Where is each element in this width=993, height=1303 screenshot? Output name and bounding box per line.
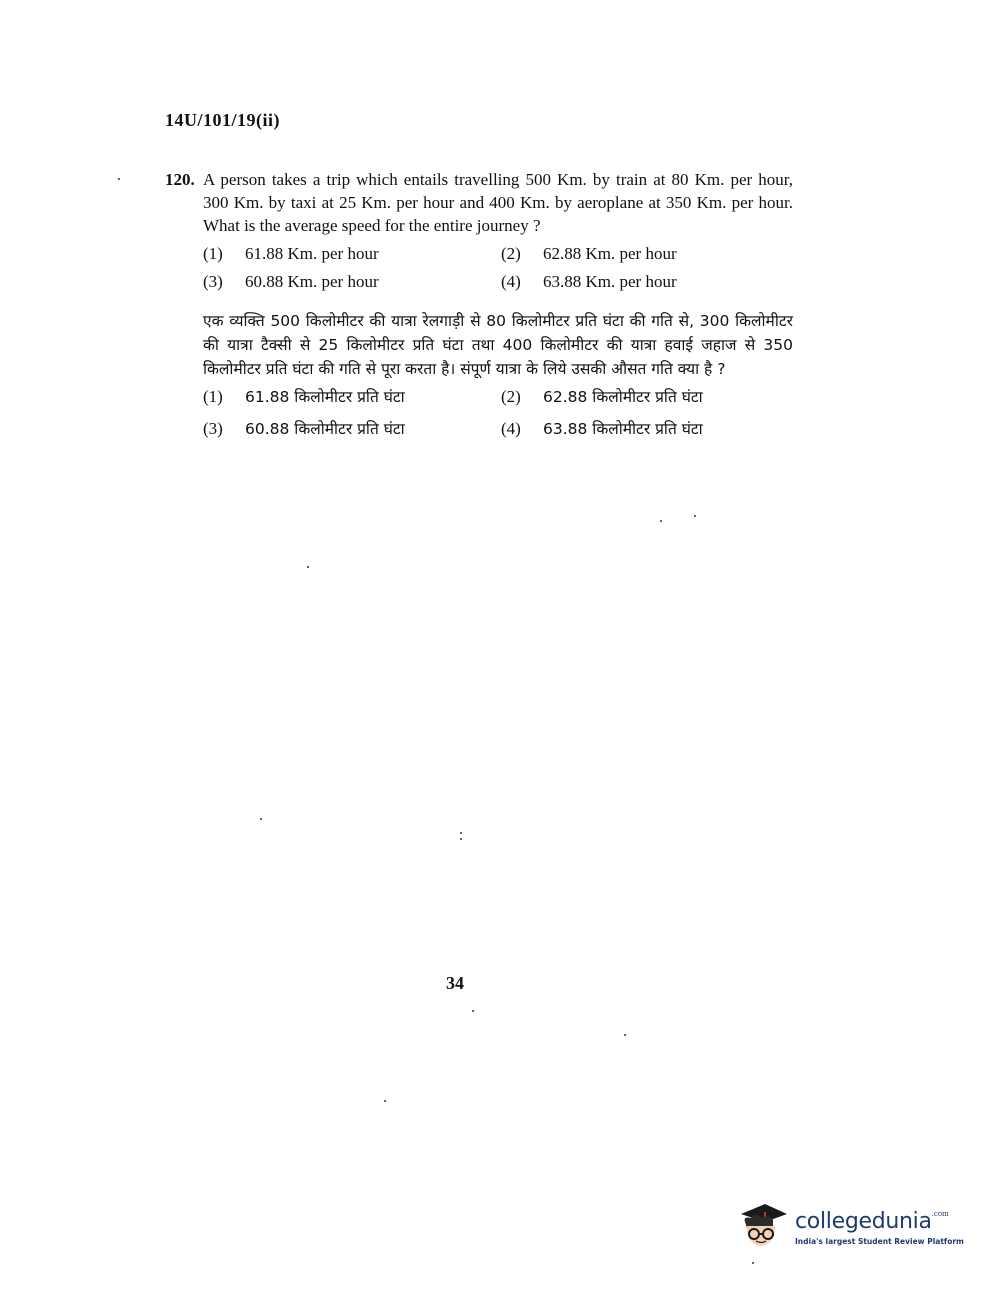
scan-speck [694, 515, 696, 517]
logo-domain-suffix: .com [931, 1210, 949, 1218]
scan-speck [472, 1010, 474, 1012]
scan-speck [752, 1262, 754, 1264]
english-option-4 [501, 271, 793, 293]
question-text-english: A person takes a trip which entails travelling 500 Km. by train at 80 Km. per hour, 300 Km. by taxi at 25 Km. per hour and 400 Km. by aeroplane at 350 Km. per hour. What is the average speed for the entire journey ? [203, 170, 793, 235]
hindi-option-4 [501, 417, 793, 441]
logo-tagline: India's largest Student Review Platform [795, 1237, 964, 1246]
page-code: 14U/101/19(ii) [165, 110, 280, 130]
question-number: 120. [165, 170, 195, 189]
logo-name-line [795, 1210, 964, 1234]
option-number: (1) [203, 244, 223, 263]
hindi-block [203, 309, 795, 441]
english-options [203, 243, 795, 293]
hindi-option-1 [203, 385, 501, 409]
logo-brand-name: collegedunia [795, 1209, 932, 1234]
english-option-2 [501, 243, 793, 265]
scan-speck [624, 1034, 626, 1036]
collegedunia-watermark [735, 1197, 965, 1259]
scan-speck [307, 566, 309, 568]
page-number: 34 [446, 973, 464, 993]
scan-speck [384, 1100, 386, 1102]
option-number: (3) [203, 419, 223, 438]
option-text: 63.88 Km. per hour [543, 272, 677, 291]
scan-speck [460, 838, 462, 840]
option-text: 61.88 Km. per hour [245, 244, 379, 263]
question-block [165, 168, 795, 441]
option-text: 60.88 किलोमीटर प्रति घंटा [245, 420, 405, 438]
scan-speck [460, 832, 462, 834]
option-number: (4) [501, 272, 521, 291]
graduate-mascot-icon [735, 1198, 791, 1258]
option-number: (3) [203, 272, 223, 291]
question-text-hindi: एक व्यक्ति 500 किलोमीटर की यात्रा रेलगाड़ी से 80 किलोमीटर प्रति घंटा की गति से, 300 किलोमीटर की यात्रा टैक्सी से 25 किलोमीटर प्रति घंटा तथा 400 किलोमीटर की यात्रा हवाई जहाज से 350 किलोमीटर प्रति घंटा की गति से पूरा करता है। संपूर्ण यात्रा के लिये उसकी औसत गति क्या है ? [203, 312, 793, 378]
scan-speck [118, 178, 120, 180]
option-number: (2) [501, 244, 521, 263]
option-text: 63.88 किलोमीटर प्रति घंटा [543, 420, 703, 438]
option-text: 61.88 किलोमीटर प्रति घंटा [245, 388, 405, 406]
option-text: 60.88 Km. per hour [245, 272, 379, 291]
option-number: (2) [501, 387, 521, 406]
scan-speck [660, 520, 662, 522]
hindi-option-2 [501, 385, 793, 409]
option-text: 62.88 Km. per hour [543, 244, 677, 263]
option-number: (1) [203, 387, 223, 406]
scan-speck [260, 818, 262, 820]
english-option-3 [203, 271, 501, 293]
english-option-1 [203, 243, 501, 265]
option-text: 62.88 किलोमीटर प्रति घंटा [543, 388, 703, 406]
option-number: (4) [501, 419, 521, 438]
hindi-option-3 [203, 417, 501, 441]
hindi-options [203, 385, 795, 441]
question-row [165, 168, 795, 237]
logo-text [795, 1210, 964, 1246]
